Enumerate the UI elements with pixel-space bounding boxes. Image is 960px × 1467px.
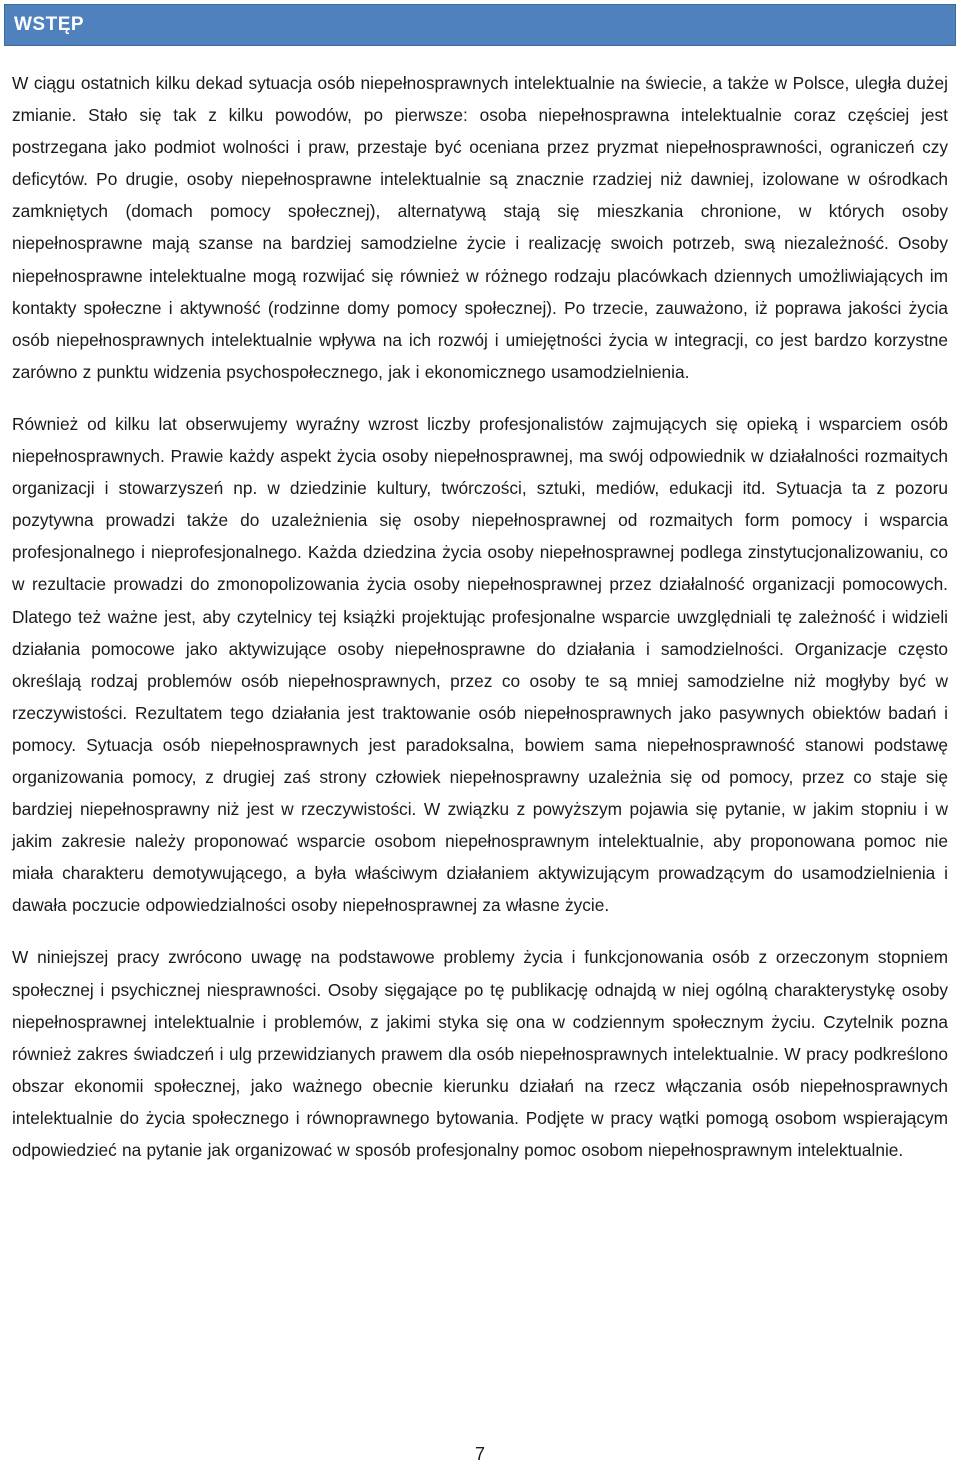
section-title: WSTĘP: [14, 14, 85, 35]
section-header-bar: [4, 4, 956, 46]
paragraph-scope: W niniejszej pracy zwrócono uwagę na podstawowe problemy życia i funkcjonowania osób z orzeczonym stopniem społecznej i psychicznej niesprawności. Osoby sięgające po tę publikację odnajdą w niej ogólną charakterystykę osoby niepełnosprawnej intelektualnie i problemów, z jakimi styka się ona w codziennym społecznym życiu. Czytelnik pozna również zakres świadczeń i ulg przewidzianych prawem dla osób niepełnosprawnych intelektualnie. W pracy podkreślono obszar ekonomii społecznej, jako ważnego obecnie kierunku działań na rzecz włączania osób niepełnosprawnych intelektualnie do życia społecznego i równoprawnego bytowania. Podjęte w pracy wątki pomogą osobom wspierającym odpowiedzieć na pytanie jak organizować w sposób profesjonalny pomoc osobom niepełnosprawnym intelektualnie.: [12, 947, 948, 1160]
paragraph-intro: W ciągu ostatnich kilku dekad sytuacja osób niepełnosprawnych intelektualnie na świecie, a także w Polsce, uległa dużej zmianie. Stało się tak z kilku powodów, po pierwsze: osoba niepełnosprawna intelektualnie coraz częściej jest postrzegana jako podmiot wolności i praw, przestaje być oceniana przez pryzmat niepełnosprawności, ograniczeń czy deficytów. Po drugie, osoby niepełnosprawne intelektualnie są znacznie rzadziej niż dawniej, izolowane w ośrodkach zamkniętych (domach pomocy społecznej), alternatywą stają się mieszkania chronione, w których osoby niepełnosprawne mają szanse na bardziej samodzielne życie i realizację swoich potrzeb, swą niezależność. Osoby niepełnosprawne intelektualne mogą rozwijać się również w różnego rodzaju placówkach dziennych umożliwiających im kontakty społeczne i aktywność (rodzinne domy pomocy społecznej). Po trzecie, zauważono, iż poprawa jakości życia osób niepełnosprawnych intelektualnie wpływa na ich rozwój i umiejętności życia w integracji, co jest bardzo korzystne zarówno z punktu widzenia psychospołecznego, jak i ekonomicznego usamodzielnienia.: [12, 73, 948, 382]
page-number: 7: [474, 1444, 485, 1464]
document-body: [12, 67, 948, 1186]
paragraph-professionals: Również od kilku lat obserwujemy wyraźny wzrost liczby profesjonalistów zajmujących się opieką i wsparciem osób niepełnosprawnych. Prawie każdy aspekt życia osoby niepełnosprawnej, ma swój odpowiednik w działalności rozmaitych organizacji i stowarzyszeń np. w dziedzinie kultury, twórczości, sztuki, mediów, edukacji itd. Sytuacja ta z pozoru pozytywna prowadzi także do uzależnienia się osoby niepełnosprawnej od rozmaitych form pomocy i wsparcia profesjonalnego i nieprofesjonalnego. Każda dziedzina życia osoby niepełnosprawnej podlega zinstytucjonalizowaniu, co w rezultacie prowadzi do zmonopolizowania życia osoby niepełnosprawnej przez działalność organizacji pomocowych. Dlatego też ważne jest, aby czytelnicy tej książki projektując profesjonalne wsparcie uwzględniali tę zależność i widzieli działania pomocowe jako aktywizujące osoby niepełnosprawne do działania i samodzielności. Organizacje często określają rodzaj problemów osób niepełnosprawnych, przez co osoby te są mniej samodzielne niż mogłyby być w rzeczywistości. Rezultatem tego działania jest traktowanie osób niepełnosprawnych jako pasywnych obiektów badań i pomocy. Sytuacja osób niepełnosprawnych jest paradoksalna, bowiem sama niepełnosprawność stanowi podstawę organizowania pomocy, z drugiej zaś strony człowiek niepełnosprawny uzależnia się od pomocy, przez co staje się bardziej niepełnosprawny niż jest w rzeczywistości. W związku z powyższym pojawia się pytanie, w jakim stopniu i w jakim zakresie należy proponować wsparcie osobom niepełnosprawnym intelektualnie, aby proponowana pomoc nie miała charakteru demotywującego, a była właściwym działaniem aktywizującym prowadzącym do usamodzielnienia i dawała poczucie odpowiedzialności osoby niepełnosprawnej za własne życie.: [12, 413, 948, 916]
